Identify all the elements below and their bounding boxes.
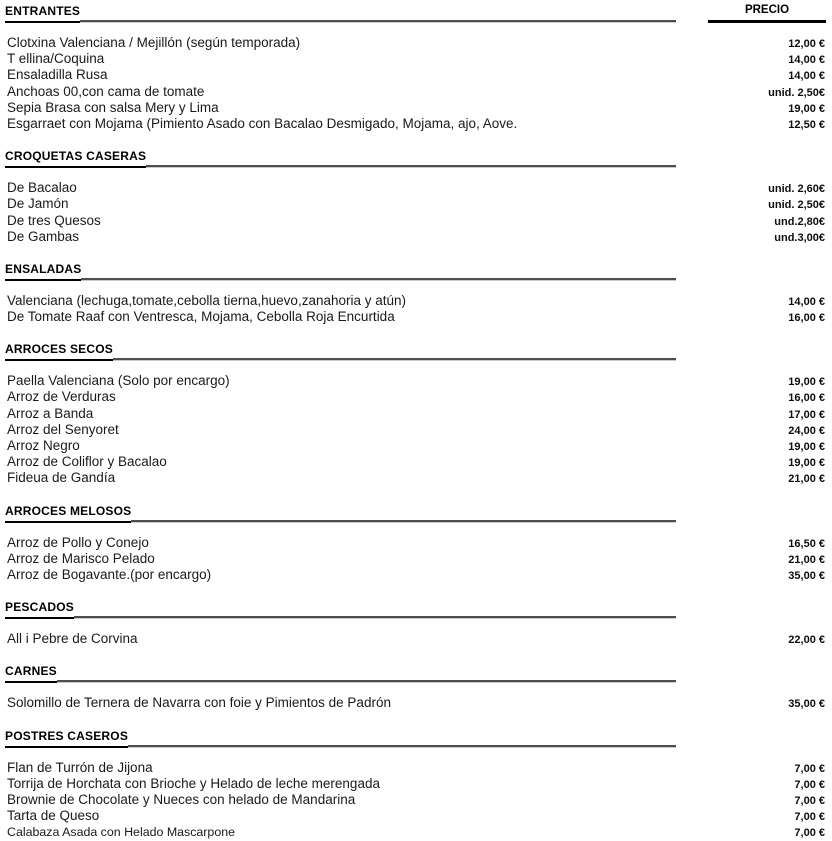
- menu-item-price: 22,00 €: [788, 634, 825, 647]
- menu-item-price: und.3,00€: [774, 231, 825, 244]
- section-head-row: [5, 262, 826, 281]
- menu-item-row: [5, 51, 826, 67]
- section-head: [5, 342, 676, 361]
- section-rule-line: [81, 278, 676, 281]
- menu-item-price: 35,00 €: [788, 698, 825, 711]
- section-rule-line: [80, 20, 676, 23]
- menu-item-price: 7,00 €: [794, 811, 825, 824]
- menu-item-name: De Bacalao: [7, 180, 77, 196]
- section-head-row: [5, 664, 826, 683]
- menu-item-row: [5, 406, 826, 422]
- menu-item-price: 17,00 €: [788, 408, 825, 421]
- menu-item-name: Clotxina Valenciana / Mejillón (según temporada): [7, 35, 301, 50]
- menu-item-row: [5, 535, 826, 551]
- menu-item-row: [5, 470, 826, 486]
- section-title: PESCADOS: [5, 600, 74, 619]
- menu-item-row: [5, 824, 826, 840]
- section-rule-line: [74, 616, 676, 619]
- menu-item-row: [5, 373, 826, 389]
- menu-item-price: 35,00 €: [788, 569, 825, 582]
- menu-section-croquetas-caseras: [5, 149, 826, 245]
- menu-item-row: [5, 695, 826, 711]
- menu-item-name: Arroz a Banda: [7, 405, 94, 421]
- menu-item-name: T ellina/Coquina: [7, 51, 105, 67]
- menu-item-name: Arroz de Pollo y Conejo: [7, 534, 149, 550]
- menu-section-entrantes: [5, 4, 826, 132]
- section-items: [5, 760, 826, 841]
- menu-item-row: [5, 551, 826, 567]
- price-column-header: PRECIO: [708, 4, 826, 23]
- menu-item-price: und.2,80€: [774, 215, 825, 228]
- menu-item-name: De Tomate Raaf con Ventresca, Mojama, Cebolla Roja Encurtida: [7, 309, 395, 325]
- menu-item-row: [5, 84, 826, 100]
- section-rule-line: [131, 520, 676, 523]
- menu-item-name: Arroz Negro: [7, 438, 80, 453]
- section-head: [5, 149, 676, 168]
- menu-item-row: [5, 116, 826, 132]
- section-title: CARNES: [5, 664, 57, 683]
- menu-item-name: Sepia Brasa con salsa Mery y Lima: [7, 99, 219, 115]
- menu-item-name: Paella Valenciana (Solo por encargo): [7, 373, 230, 389]
- menu-item-row: [5, 808, 826, 824]
- section-title: POSTRES CASEROS: [5, 729, 128, 748]
- section-head: [5, 729, 676, 748]
- section-items: [5, 180, 826, 245]
- menu-item-price: 21,00 €: [788, 473, 825, 486]
- menu-item-row: [5, 180, 826, 196]
- section-rule-line: [128, 745, 676, 748]
- section-head-row: [5, 504, 826, 523]
- section-rule-line: [146, 165, 676, 168]
- menu-item-name: Tarta de Queso: [7, 808, 100, 824]
- menu-item-name: De Jamón: [7, 196, 69, 212]
- menu-item-name: De Gambas: [7, 228, 80, 244]
- section-title: ENTRANTES: [5, 4, 80, 23]
- section-rule-line: [57, 680, 676, 683]
- menu-item-name: Arroz de Coliflor y Bacalao: [7, 454, 167, 470]
- section-head: [5, 262, 676, 281]
- menu-item-price: 7,00 €: [794, 762, 825, 775]
- menu-item-name: Arroz de Verduras: [7, 389, 116, 405]
- section-items: [5, 35, 826, 132]
- menu-item-price: 14,00 €: [788, 70, 825, 83]
- menu-item-name: Brownie de Chocolate y Nueces con helado de Mandarina: [7, 791, 356, 807]
- section-items: [5, 373, 826, 486]
- menu-item-name: All i Pebre de Corvina: [7, 631, 138, 647]
- menu-item-row: [5, 196, 826, 212]
- menu-item-row: [5, 567, 826, 583]
- menu-item-price: 7,00 €: [794, 827, 825, 840]
- section-head-row: [5, 4, 826, 23]
- menu-item-price: unid. 2,50€: [768, 86, 825, 99]
- menu-item-row: [5, 309, 826, 325]
- menu-item-price: 16,00 €: [788, 392, 825, 405]
- menu-section-arroces-melosos: [5, 504, 826, 584]
- menu-item-price: 19,00 €: [788, 376, 825, 389]
- menu-item-row: [5, 35, 826, 51]
- menu-item-row: [5, 293, 826, 309]
- section-head: [5, 664, 676, 683]
- menu-item-row: [5, 67, 826, 83]
- section-head: [5, 4, 676, 23]
- section-items: [5, 293, 826, 325]
- section-head-row: [5, 342, 826, 361]
- menu-item-row: [5, 229, 826, 245]
- section-title: ARROCES MELOSOS: [5, 504, 131, 523]
- menu-item-price: 12,50 €: [788, 118, 825, 131]
- menu-item-name: Fideua de Gandía: [7, 470, 116, 486]
- menu-section-carnes: [5, 664, 826, 711]
- menu-item-price: 16,50 €: [788, 537, 825, 550]
- menu-item-name: Ensaladilla Rusa: [7, 67, 108, 83]
- section-rule-line: [113, 358, 676, 361]
- menu-item-name: Arroz del Senyoret: [7, 421, 119, 437]
- menu-item-price: 19,00 €: [788, 457, 825, 470]
- menu-item-name: Arroz de Marisco Pelado: [7, 550, 155, 566]
- section-items: [5, 631, 826, 647]
- section-head: [5, 600, 676, 619]
- menu-item-row: [5, 760, 826, 776]
- menu-item-name: Valenciana (lechuga,tomate,cebolla tierna,huevo,zanahoria y atún): [7, 292, 407, 308]
- menu-item-price: 16,00 €: [788, 312, 825, 325]
- menu-item-row: [5, 438, 826, 454]
- menu-item-price: 14,00 €: [788, 54, 825, 67]
- menu-item-price: unid. 2,60€: [768, 183, 825, 196]
- menu-item-name: Flan de Turrón de Jijona: [7, 759, 153, 775]
- menu-item-price: 21,00 €: [788, 553, 825, 566]
- menu-item-price: unid. 2,50€: [768, 199, 825, 212]
- menu-item-row: [5, 213, 826, 229]
- section-head-row: [5, 600, 826, 619]
- menu-section-postres-caseros: [5, 729, 826, 841]
- menu-item-price: 12,00 €: [788, 38, 825, 50]
- section-items: [5, 535, 826, 584]
- menu-item-row: [5, 776, 826, 792]
- menu-sections: [5, 4, 826, 840]
- menu-item-name: Anchoas 00,con cama de tomate: [7, 83, 205, 99]
- menu-item-row: [5, 389, 826, 405]
- menu-item-row: [5, 422, 826, 438]
- menu-item-name: Solomillo de Ternera de Navarra con foie y Pimientos de Padrón: [7, 695, 391, 711]
- menu-item-name: Calabaza Asada con Helado Mascarpone: [7, 825, 235, 840]
- section-title: ARROCES SECOS: [5, 342, 113, 361]
- section-title: ENSALADAS: [5, 262, 81, 281]
- menu-item-row: [5, 100, 826, 116]
- menu-section-ensaladas: [5, 262, 826, 325]
- menu-item-row: [5, 631, 826, 647]
- menu-item-name: Arroz de Bogavante.(por encargo): [7, 566, 212, 582]
- menu-item-row: [5, 792, 826, 808]
- menu-item-name: Esgarraet con Mojama (Pimiento Asado con Bacalao Desmigado, Mojama, ajo, Aove.: [7, 115, 518, 131]
- section-title: CROQUETAS CASERAS: [5, 149, 146, 168]
- section-head-row: [5, 729, 826, 748]
- menu-item-row: [5, 454, 826, 470]
- menu-item-price: 19,00 €: [788, 102, 825, 115]
- menu-section-pescados: [5, 600, 826, 647]
- menu-item-price: 24,00 €: [788, 424, 825, 437]
- menu-item-price: 7,00 €: [794, 778, 825, 791]
- menu-item-name: Torrija de Horchata con Brioche y Helado de leche merengada: [7, 775, 380, 791]
- section-head: [5, 504, 676, 523]
- menu-item-price: 19,00 €: [788, 441, 825, 453]
- menu-item-price: 7,00 €: [794, 794, 825, 807]
- menu-item-name: De tres Quesos: [7, 212, 101, 228]
- menu-section-arroces-secos: [5, 342, 826, 486]
- section-items: [5, 695, 826, 711]
- section-head-row: [5, 149, 826, 168]
- menu-item-price: 14,00 €: [788, 295, 825, 308]
